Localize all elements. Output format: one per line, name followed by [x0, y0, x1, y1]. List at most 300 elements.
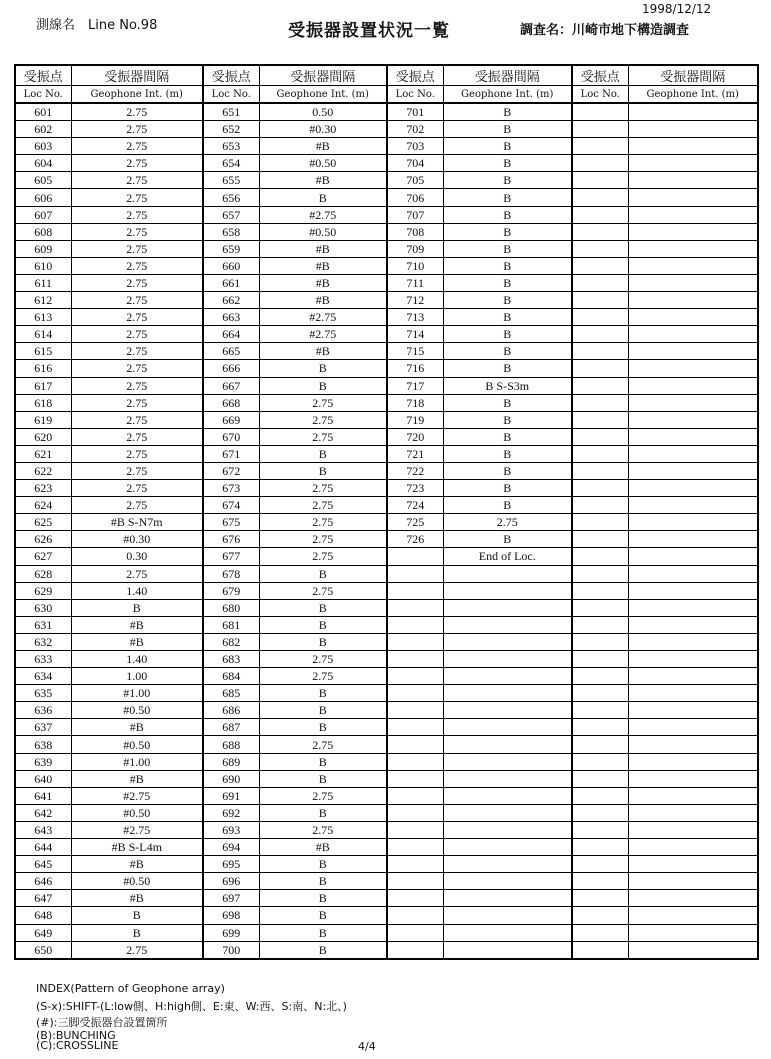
interval-cell: #0.50 [71, 736, 203, 753]
loc-cell [572, 155, 628, 172]
interval-cell: 2.75 [71, 121, 203, 138]
loc-cell: 717 [387, 377, 443, 394]
loc-cell [572, 360, 628, 377]
table-row [15, 890, 758, 907]
loc-cell [572, 292, 628, 309]
interval-cell: 2.75 [71, 292, 203, 309]
loc-cell [387, 599, 443, 616]
loc-cell: 626 [15, 531, 71, 548]
interval-cell: 1.00 [71, 668, 203, 685]
interval-cell: B [259, 462, 387, 479]
loc-cell: 631 [15, 616, 71, 633]
interval-cell: #B [259, 292, 387, 309]
interval-cell: B [443, 189, 572, 206]
loc-cell: 635 [15, 685, 71, 702]
interval-cell [628, 445, 758, 462]
loc-cell [387, 702, 443, 719]
loc-cell: 708 [387, 223, 443, 240]
loc-cell [572, 428, 628, 445]
table-row [15, 274, 758, 291]
geophone-table [14, 64, 759, 960]
loc-cell [572, 138, 628, 155]
table-row [15, 907, 758, 924]
table-row [15, 121, 758, 138]
interval-header-jp: 受振器間隔 [259, 65, 387, 86]
loc-cell: 636 [15, 702, 71, 719]
interval-cell: B [443, 206, 572, 223]
interval-cell [628, 616, 758, 633]
interval-cell: #B [259, 343, 387, 360]
interval-cell [443, 582, 572, 599]
loc-cell: 678 [203, 565, 259, 582]
loc-cell: 668 [203, 394, 259, 411]
loc-cell [572, 651, 628, 668]
loc-cell [572, 497, 628, 514]
table-row [15, 651, 758, 668]
loc-cell: 660 [203, 257, 259, 274]
loc-cell: 690 [203, 770, 259, 787]
table-row [15, 804, 758, 821]
table-row [15, 548, 758, 565]
loc-cell: 625 [15, 514, 71, 531]
interval-cell: B [259, 770, 387, 787]
table-row [15, 565, 758, 582]
loc-cell: 628 [15, 565, 71, 582]
loc-cell: 601 [15, 103, 71, 121]
loc-cell: 673 [203, 480, 259, 497]
interval-cell: B [259, 873, 387, 890]
loc-cell [572, 257, 628, 274]
table-row [15, 155, 758, 172]
legend-bunching: (B):BUNCHING [36, 1029, 116, 1042]
loc-cell [572, 274, 628, 291]
interval-cell: #B [259, 240, 387, 257]
loc-header-en: Loc No. [15, 86, 71, 104]
interval-cell: B [443, 103, 572, 121]
loc-cell: 702 [387, 121, 443, 138]
interval-cell [628, 924, 758, 941]
table-row [15, 787, 758, 804]
interval-cell [443, 770, 572, 787]
loc-cell [387, 753, 443, 770]
loc-cell: 612 [15, 292, 71, 309]
loc-cell: 632 [15, 633, 71, 650]
interval-cell: 2.75 [71, 428, 203, 445]
loc-cell: 711 [387, 274, 443, 291]
interval-cell: 0.30 [71, 548, 203, 565]
interval-cell: #2.75 [259, 309, 387, 326]
interval-cell: B [443, 274, 572, 291]
loc-cell [572, 206, 628, 223]
interval-cell [628, 839, 758, 856]
interval-cell: B [443, 462, 572, 479]
interval-cell: #1.00 [71, 685, 203, 702]
loc-cell: 687 [203, 719, 259, 736]
loc-cell [387, 668, 443, 685]
table-row [15, 206, 758, 223]
loc-cell [572, 240, 628, 257]
loc-cell: 630 [15, 599, 71, 616]
interval-cell: #B [71, 633, 203, 650]
loc-cell: 676 [203, 531, 259, 548]
interval-cell [628, 736, 758, 753]
loc-header-jp: 受振点 [572, 65, 628, 86]
interval-cell: B [259, 941, 387, 959]
interval-cell: 2.75 [71, 497, 203, 514]
interval-cell [443, 941, 572, 959]
loc-cell [387, 804, 443, 821]
loc-cell: 614 [15, 326, 71, 343]
table-row [15, 172, 758, 189]
interval-cell [628, 531, 758, 548]
table-row [15, 138, 758, 155]
loc-cell: 691 [203, 787, 259, 804]
interval-cell [628, 189, 758, 206]
interval-cell [443, 616, 572, 633]
loc-cell [572, 531, 628, 548]
interval-cell [443, 753, 572, 770]
interval-cell [628, 257, 758, 274]
loc-cell [387, 856, 443, 873]
loc-cell: 651 [203, 103, 259, 121]
interval-cell: 2.75 [443, 514, 572, 531]
interval-cell: 2.75 [259, 394, 387, 411]
loc-cell: 624 [15, 497, 71, 514]
table-row [15, 240, 758, 257]
table-row [15, 103, 758, 121]
table-row [15, 360, 758, 377]
interval-cell: B [259, 924, 387, 941]
interval-cell [628, 651, 758, 668]
interval-cell: 2.75 [259, 514, 387, 531]
loc-cell: 686 [203, 702, 259, 719]
table-row [15, 531, 758, 548]
interval-cell: 2.75 [71, 394, 203, 411]
interval-cell: B [259, 685, 387, 702]
loc-cell [572, 411, 628, 428]
interval-cell [628, 548, 758, 565]
loc-cell: 652 [203, 121, 259, 138]
loc-cell [572, 172, 628, 189]
loc-cell: 710 [387, 257, 443, 274]
loc-cell: 692 [203, 804, 259, 821]
loc-cell: 720 [387, 428, 443, 445]
interval-cell [628, 428, 758, 445]
loc-cell: 602 [15, 121, 71, 138]
interval-cell [628, 565, 758, 582]
interval-cell: B [259, 377, 387, 394]
table-row [15, 377, 758, 394]
interval-cell: 2.75 [259, 651, 387, 668]
interval-cell: B [443, 138, 572, 155]
interval-cell: 2.75 [259, 411, 387, 428]
loc-cell [572, 685, 628, 702]
document-date: 1998/12/12 [642, 2, 712, 16]
loc-cell [572, 890, 628, 907]
loc-cell: 649 [15, 924, 71, 941]
interval-cell: B [71, 924, 203, 941]
interval-cell: 2.75 [71, 565, 203, 582]
loc-cell: 701 [387, 103, 443, 121]
loc-cell [572, 309, 628, 326]
interval-cell: #B [259, 839, 387, 856]
loc-cell: 683 [203, 651, 259, 668]
loc-cell [387, 924, 443, 941]
interval-cell [443, 702, 572, 719]
table-row [15, 257, 758, 274]
interval-cell [628, 326, 758, 343]
interval-cell: B [443, 531, 572, 548]
loc-cell [572, 702, 628, 719]
loc-cell: 641 [15, 787, 71, 804]
loc-cell [572, 924, 628, 941]
interval-cell: #0.50 [71, 804, 203, 821]
loc-cell [387, 719, 443, 736]
loc-cell: 716 [387, 360, 443, 377]
interval-cell [443, 924, 572, 941]
interval-cell: #B [259, 138, 387, 155]
loc-cell [387, 770, 443, 787]
interval-cell [443, 599, 572, 616]
interval-cell: 2.75 [259, 821, 387, 838]
loc-cell [387, 548, 443, 565]
interval-cell: #0.50 [71, 873, 203, 890]
loc-cell [387, 890, 443, 907]
table-row [15, 599, 758, 616]
interval-cell: B [443, 240, 572, 257]
interval-cell [628, 377, 758, 394]
loc-header-jp: 受振点 [15, 65, 71, 86]
interval-cell: #B S-N7m [71, 514, 203, 531]
interval-cell: #B [71, 719, 203, 736]
table-row [15, 326, 758, 343]
loc-cell: 610 [15, 257, 71, 274]
table-row [15, 736, 758, 753]
loc-cell [572, 343, 628, 360]
loc-cell: 619 [15, 411, 71, 428]
interval-cell: B [443, 411, 572, 428]
interval-cell: 2.75 [259, 497, 387, 514]
table-row [15, 941, 758, 959]
table-row [15, 309, 758, 326]
interval-cell: 2.75 [259, 531, 387, 548]
loc-cell: 629 [15, 582, 71, 599]
loc-cell [572, 873, 628, 890]
legend-tripod: (#):三脚受振器台設置箇所 [36, 1016, 168, 1029]
interval-cell [628, 941, 758, 959]
interval-header-jp: 受振器間隔 [71, 65, 203, 86]
loc-cell: 654 [203, 155, 259, 172]
loc-cell: 604 [15, 155, 71, 172]
table-row [15, 514, 758, 531]
interval-cell [628, 138, 758, 155]
interval-cell: #0.50 [259, 223, 387, 240]
interval-cell: #2.75 [71, 787, 203, 804]
interval-cell: #B [71, 770, 203, 787]
loc-cell [387, 651, 443, 668]
interval-cell: 2.75 [259, 428, 387, 445]
table-row [15, 685, 758, 702]
loc-cell: 616 [15, 360, 71, 377]
loc-cell: 699 [203, 924, 259, 941]
interval-cell: 2.75 [71, 155, 203, 172]
loc-cell [572, 377, 628, 394]
loc-cell [572, 821, 628, 838]
loc-cell: 643 [15, 821, 71, 838]
loc-cell: 633 [15, 651, 71, 668]
loc-cell: 613 [15, 309, 71, 326]
loc-cell: 664 [203, 326, 259, 343]
interval-cell: 2.75 [71, 103, 203, 121]
loc-cell [572, 804, 628, 821]
interval-cell [628, 856, 758, 873]
interval-cell: 2.75 [71, 274, 203, 291]
interval-cell: #B [259, 274, 387, 291]
interval-cell [443, 839, 572, 856]
interval-cell: 1.40 [71, 651, 203, 668]
loc-cell: 688 [203, 736, 259, 753]
interval-cell: B [443, 172, 572, 189]
interval-cell: B [443, 497, 572, 514]
interval-cell: #2.75 [71, 821, 203, 838]
interval-cell [628, 514, 758, 531]
interval-cell: 2.75 [71, 309, 203, 326]
table-row [15, 292, 758, 309]
interval-cell: 2.75 [259, 548, 387, 565]
loc-cell [572, 121, 628, 138]
table-row [15, 343, 758, 360]
interval-cell [628, 719, 758, 736]
interval-cell [628, 787, 758, 804]
loc-cell: 637 [15, 719, 71, 736]
loc-cell: 722 [387, 462, 443, 479]
interval-cell: B S-S3m [443, 377, 572, 394]
loc-cell: 661 [203, 274, 259, 291]
interval-cell: 2.75 [71, 480, 203, 497]
interval-cell: 2.75 [259, 787, 387, 804]
interval-cell [443, 787, 572, 804]
loc-cell: 606 [15, 189, 71, 206]
loc-cell: 718 [387, 394, 443, 411]
loc-cell: 615 [15, 343, 71, 360]
interval-cell [628, 753, 758, 770]
loc-cell [572, 189, 628, 206]
interval-cell [443, 651, 572, 668]
loc-cell [572, 223, 628, 240]
loc-cell [387, 787, 443, 804]
loc-cell: 670 [203, 428, 259, 445]
loc-cell [572, 736, 628, 753]
interval-cell: 2.75 [71, 360, 203, 377]
loc-header-jp: 受振点 [387, 65, 443, 86]
loc-cell: 703 [387, 138, 443, 155]
interval-cell [628, 821, 758, 838]
interval-cell: 2.75 [71, 343, 203, 360]
table-row [15, 633, 758, 650]
loc-cell: 634 [15, 668, 71, 685]
interval-header-en: Geophone Int. (m) [259, 86, 387, 104]
loc-cell: 695 [203, 856, 259, 873]
loc-cell: 712 [387, 292, 443, 309]
interval-cell [443, 821, 572, 838]
interval-cell: B [259, 890, 387, 907]
interval-cell: B [71, 907, 203, 924]
loc-cell: 653 [203, 138, 259, 155]
interval-cell: 2.75 [71, 138, 203, 155]
interval-cell: 2.75 [71, 377, 203, 394]
loc-cell: 700 [203, 941, 259, 959]
interval-cell: End of Loc. [443, 548, 572, 565]
loc-cell: 669 [203, 411, 259, 428]
loc-cell [387, 839, 443, 856]
table-row [15, 411, 758, 428]
legend-title: INDEX(Pattern of Geophone array) [36, 982, 225, 995]
interval-cell [443, 633, 572, 650]
interval-cell: B [443, 309, 572, 326]
interval-cell: 2.75 [259, 736, 387, 753]
interval-header-en: Geophone Int. (m) [71, 86, 203, 104]
loc-cell [572, 462, 628, 479]
interval-header-jp: 受振器間隔 [628, 65, 758, 86]
loc-cell [572, 394, 628, 411]
interval-cell [628, 206, 758, 223]
interval-header-jp: 受振器間隔 [443, 65, 572, 86]
loc-cell [572, 616, 628, 633]
loc-cell: 603 [15, 138, 71, 155]
interval-cell [628, 873, 758, 890]
interval-cell: 2.75 [71, 257, 203, 274]
loc-cell: 721 [387, 445, 443, 462]
table-row [15, 856, 758, 873]
loc-cell: 719 [387, 411, 443, 428]
table-row [15, 702, 758, 719]
interval-cell: 2.75 [71, 462, 203, 479]
document-title: 受振器設置状況一覧 [288, 21, 450, 41]
interval-cell: B [443, 480, 572, 497]
interval-cell: B [443, 292, 572, 309]
interval-cell: 2.75 [71, 206, 203, 223]
loc-cell [572, 787, 628, 804]
interval-cell [628, 172, 758, 189]
interval-cell [628, 582, 758, 599]
loc-cell: 656 [203, 189, 259, 206]
interval-cell [443, 668, 572, 685]
loc-cell: 659 [203, 240, 259, 257]
interval-cell [443, 736, 572, 753]
interval-cell [443, 890, 572, 907]
interval-cell [628, 240, 758, 257]
interval-cell: 2.75 [71, 172, 203, 189]
loc-cell: 684 [203, 668, 259, 685]
loc-cell: 677 [203, 548, 259, 565]
loc-cell: 611 [15, 274, 71, 291]
interval-cell: #0.50 [259, 155, 387, 172]
loc-cell: 680 [203, 599, 259, 616]
survey-name: 調査名：川崎市地下構造調査 [520, 23, 690, 38]
loc-cell: 705 [387, 172, 443, 189]
table-row [15, 839, 758, 856]
interval-cell: 2.75 [71, 240, 203, 257]
interval-cell [628, 804, 758, 821]
table-row [15, 394, 758, 411]
table-row [15, 770, 758, 787]
interval-cell [628, 633, 758, 650]
interval-cell: 2.75 [71, 411, 203, 428]
loc-cell: 714 [387, 326, 443, 343]
loc-cell: 698 [203, 907, 259, 924]
interval-cell: B [259, 360, 387, 377]
loc-cell: 724 [387, 497, 443, 514]
